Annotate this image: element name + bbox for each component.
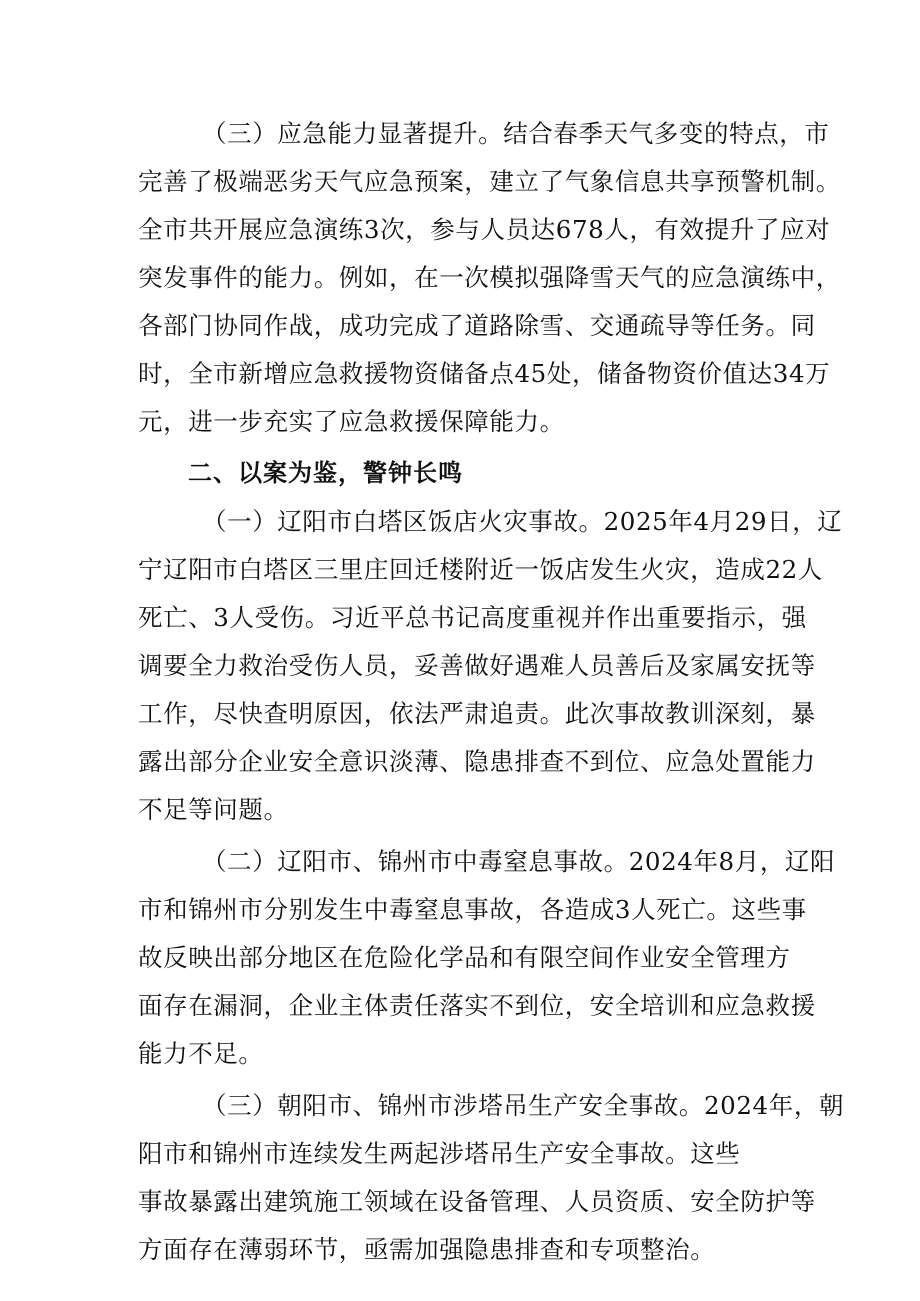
case3-paragraph-line: 方面存在薄弱环节，亟需加强隐患排查和专项整治。 (138, 1235, 716, 1264)
section3-paragraph-line: 全市共开展应急演练3次，参与人员达678人，有效提升了应对 (138, 215, 831, 244)
case2-paragraph-line: 面存在漏洞，企业主体责任落实不到位，安全培训和应急救援 (138, 991, 816, 1020)
section3-paragraph-line: 突发事件的能力。例如，在一次模拟强降雪天气的应急演练中， (138, 263, 841, 292)
case1-paragraph-line: 死亡、3人受伤。习近平总书记高度重视并作出重要指示，强 (138, 603, 807, 632)
case1-paragraph-line: 工作，尽快查明原因，依法严肃追责。此次事故教训深刻，暴 (138, 699, 816, 728)
section3-paragraph-line: 各部门协同作战，成功完成了道路除雪、交通疏导等任务。同 (138, 311, 816, 340)
case3-paragraph-line: 事故暴露出建筑施工领域在设备管理、人员资质、安全防护等 (138, 1187, 816, 1216)
case2-paragraph-line: 故反映出部分地区在危险化学品和有限空间作业安全管理方 (138, 943, 791, 972)
section3-paragraph-line: 完善了极端恶劣天气应急预案，建立了气象信息共享预警机制。 (138, 167, 841, 196)
case1-paragraph-line: 不足等问题。 (138, 795, 289, 824)
case1-paragraph-line: 调要全力救治受伤人员，妥善做好遇难人员善后及家属安抚等 (138, 651, 816, 680)
section3-paragraph-line: 元，进一步充实了应急救援保障能力。 (138, 407, 565, 436)
section-heading: 二、以案为鉴，警钟长鸣 (188, 459, 463, 487)
case3-paragraph-line: （三）朝阳市、锦州市涉塔吊生产安全事故。2024年，朝 (202, 1091, 845, 1120)
section3-paragraph-line: （三）应急能力显著提升。结合春季天气多变的特点，市 (202, 119, 830, 148)
case2-paragraph-line: （二）辽阳市、锦州市中毒窒息事故。2024年8月，辽阳 (202, 847, 836, 876)
case2-paragraph-line: 市和锦州市分别发生中毒窒息事故，各造成3人死亡。这些事 (138, 895, 807, 924)
case3-paragraph-line: 阳市和锦州市连续发生两起涉塔吊生产安全事故。这些 (138, 1139, 741, 1168)
section3-paragraph-line: 时，全市新增应急救援物资储备点45处，储备物资价值达34万 (138, 359, 831, 388)
case1-paragraph-line: 露出部分企业安全意识淡薄、隐患排查不到位、应急处置能力 (138, 747, 816, 776)
case1-paragraph-line: （一）辽阳市白塔区饭店火灾事故。2025年4月29日，辽 (202, 507, 843, 536)
case2-paragraph-line: 能力不足。 (138, 1039, 264, 1068)
case1-paragraph-line: 宁辽阳市白塔区三里庄回迁楼附近一饭店发生火灾，造成22人 (138, 555, 823, 584)
